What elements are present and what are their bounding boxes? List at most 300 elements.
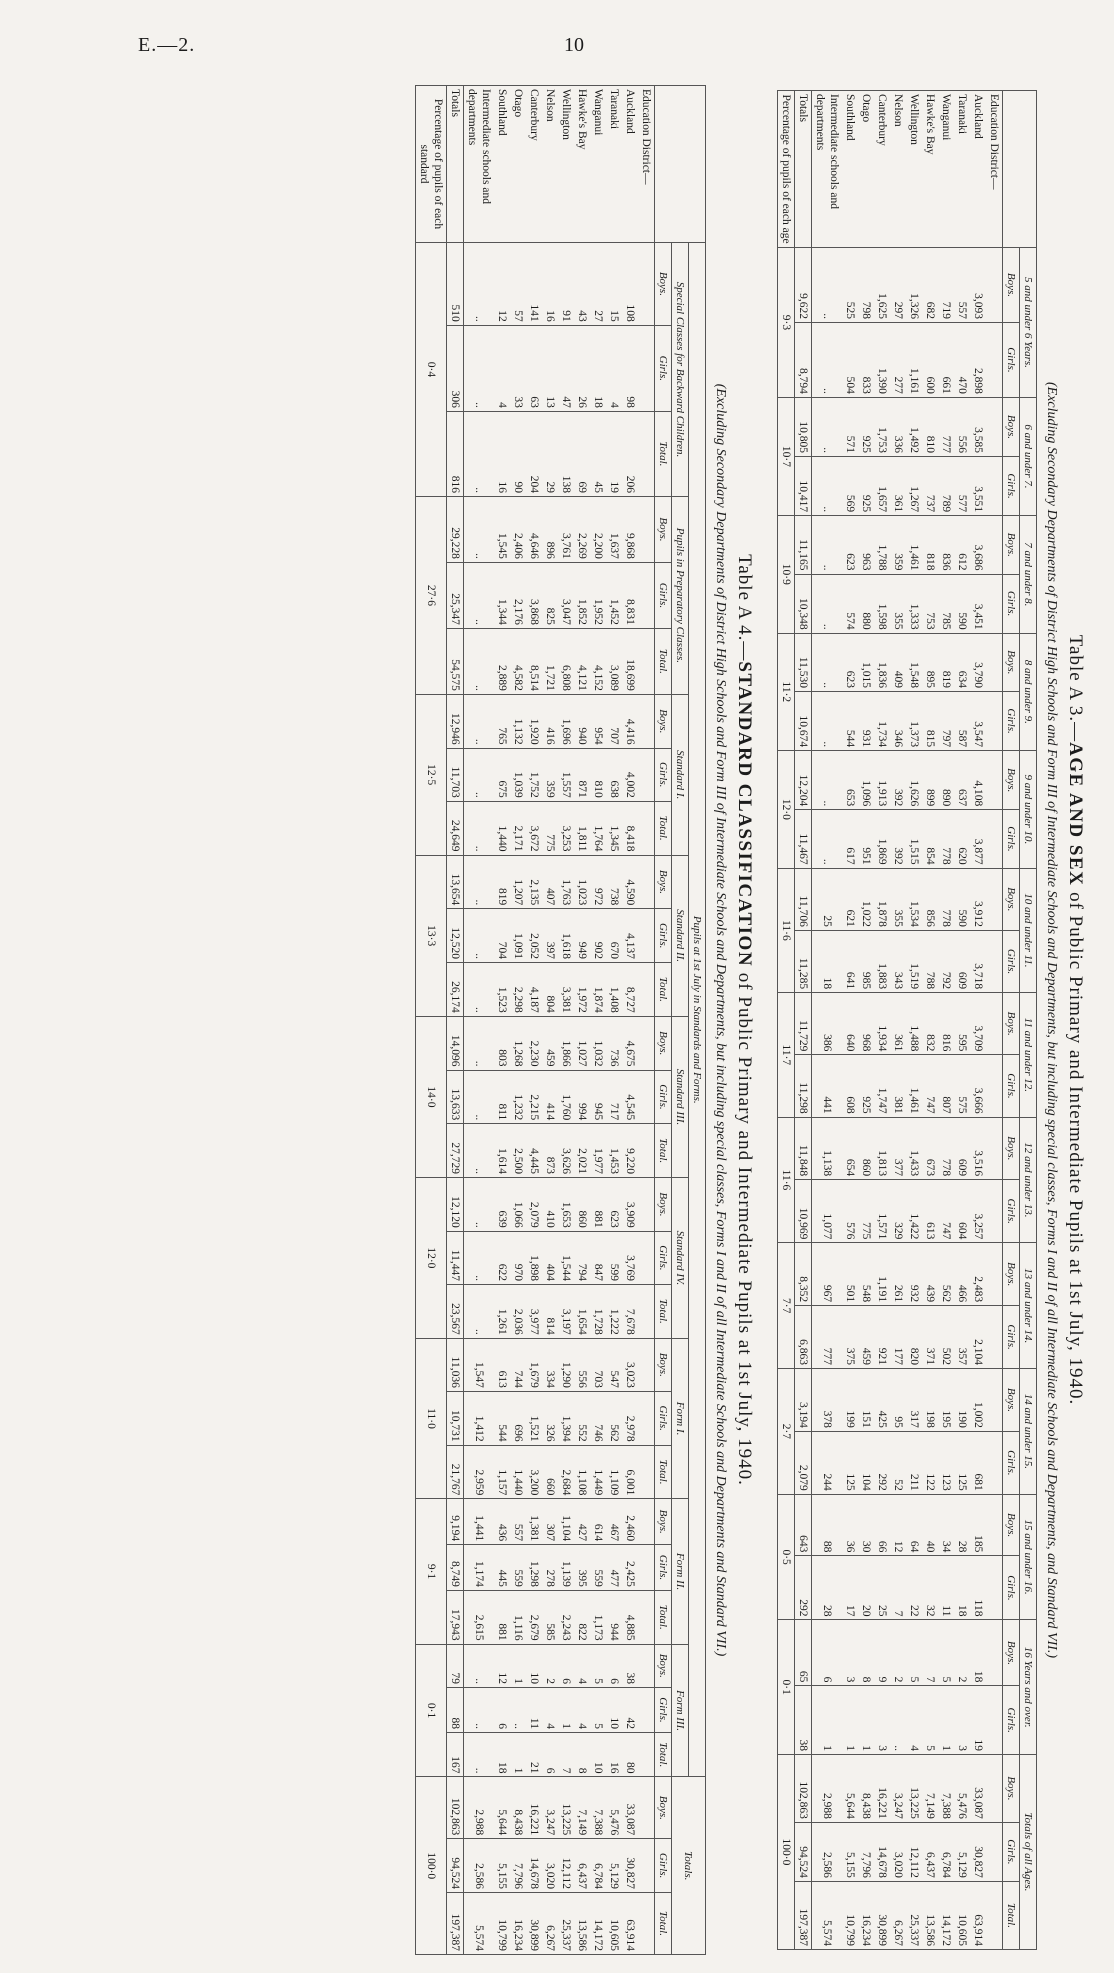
data-cell: 925 [858, 1055, 874, 1117]
data-cell: 945 [590, 1070, 606, 1124]
data-cell: 3,200 [526, 1445, 542, 1499]
data-cell: 1,571 [874, 1180, 890, 1243]
data-cell: 777 [938, 397, 954, 456]
percentage-cell: 11·0 [416, 1338, 447, 1499]
header-sub-cell: Total. [655, 1892, 672, 1954]
data-cell: 141 [526, 243, 542, 326]
data-cell: 803 [494, 1016, 510, 1070]
data-cell: 620 [954, 810, 970, 868]
percentage-label: Percentage of pupils of each standard [416, 86, 447, 243]
data-cell: 104 [858, 1431, 874, 1494]
data-cell: 1,032 [590, 1016, 606, 1070]
data-cell: 880 [858, 574, 874, 633]
header-group-cell: 16 Years and over. [1020, 1620, 1037, 1754]
data-cell: 29 [542, 411, 558, 496]
data-cell: 1,015 [858, 633, 874, 691]
data-cell: 2,615 [464, 1590, 495, 1644]
totals-cell: 11,706 [795, 868, 812, 930]
data-cell: 5,644 [494, 1777, 510, 1839]
data-cell: 576 [842, 1180, 858, 1243]
data-cell: 1,721 [542, 628, 558, 694]
table-row [542, 86, 558, 1955]
totals-cell: 102,863 [795, 1754, 812, 1822]
header-sub-cell: Boys. [1003, 397, 1020, 456]
row-label: Southland [842, 91, 858, 248]
data-cell: 609 [954, 1117, 970, 1180]
table-a3-title-rest: of Public Primary and Intermediate Pupils at 1st July, 1940. [1065, 886, 1086, 1406]
data-cell: 16,221 [874, 1754, 890, 1822]
data-cell: 6 [542, 1732, 558, 1777]
data-cell: 7 [890, 1556, 906, 1620]
table-row [590, 86, 606, 1955]
data-cell: 747 [922, 1055, 938, 1117]
data-cell: 613 [494, 1338, 510, 1391]
header-sub-cell: Girls. [655, 748, 672, 801]
data-cell: 12 [494, 1644, 510, 1687]
data-cell: .. [510, 1687, 526, 1732]
data-cell: 963 [858, 516, 874, 574]
data-cell: .. [464, 1284, 495, 1338]
data-cell: 3,868 [526, 562, 542, 628]
data-cell: 445 [494, 1545, 510, 1591]
header-sub-cell: Boys. [1003, 1243, 1020, 1306]
data-cell: 16 [494, 411, 510, 496]
data-cell: 38 [622, 1644, 638, 1687]
totals-cell: 3,194 [795, 1369, 812, 1432]
percentage-cell: 10·9 [778, 516, 795, 634]
data-cell: 814 [542, 1284, 558, 1338]
data-cell: 2,200 [590, 496, 606, 562]
data-cell: 1,039 [510, 748, 526, 801]
header-sub-cell: Girls. [655, 1687, 672, 1732]
header-sub-cell: Boys. [1003, 1494, 1020, 1556]
totals-cell: 816 [447, 411, 464, 496]
header-sub-cell: Boys. [655, 1499, 672, 1545]
data-cell: 123 [938, 1431, 954, 1494]
header-sub-cell: Girls. [655, 909, 672, 963]
data-cell: .. [464, 748, 495, 801]
data-cell: 604 [954, 1180, 970, 1243]
data-cell: 334 [542, 1338, 558, 1391]
data-cell: .. [464, 963, 495, 1017]
data-cell: 1,866 [558, 1016, 574, 1070]
empty-cell [986, 1686, 1003, 1755]
header-sub-cell: Girls. [655, 1839, 672, 1893]
data-cell: .. [812, 456, 843, 515]
data-cell: 1,920 [526, 694, 542, 748]
data-cell: 3,020 [542, 1839, 558, 1893]
data-cell: 277 [890, 322, 906, 397]
data-cell: 3,769 [622, 1231, 638, 1284]
data-cell: 30,827 [970, 1822, 986, 1881]
data-cell: 409 [890, 633, 906, 691]
data-cell: .. [812, 516, 843, 574]
header-sub-cell: Girls. [655, 325, 672, 411]
row-label: Canterbury [526, 86, 542, 243]
percentage-cell: 100·0 [778, 1754, 795, 1949]
data-cell: 1,811 [574, 801, 590, 855]
empty-cell [638, 1732, 655, 1777]
header-group-cell: Totals. [672, 1777, 706, 1955]
data-cell: 14,678 [526, 1839, 542, 1893]
totals-cell: 8,352 [795, 1243, 812, 1306]
data-cell: 5,129 [954, 1822, 970, 1881]
data-cell: 1,453 [606, 1124, 622, 1178]
data-cell: 585 [542, 1590, 558, 1644]
data-cell: 970 [510, 1231, 526, 1284]
table-row [574, 86, 590, 1955]
header-sub-cell: Girls. [1003, 456, 1020, 515]
data-cell: 3,709 [970, 993, 986, 1055]
data-cell: 4 [574, 1687, 590, 1732]
empty-cell [638, 1590, 655, 1644]
empty-cell [638, 1284, 655, 1338]
percentage-cell: 100·0 [416, 1777, 447, 1955]
data-cell: 6,267 [542, 1892, 558, 1954]
data-cell: 3,626 [558, 1124, 574, 1178]
data-cell: 177 [890, 1306, 906, 1369]
header-sub-cell: Boys. [1003, 751, 1020, 810]
data-cell: 1,492 [906, 397, 922, 456]
data-cell: 548 [858, 1243, 874, 1306]
data-cell: 985 [858, 930, 874, 992]
header-sub-cell: Girls. [1003, 322, 1020, 397]
data-cell: 820 [906, 1306, 922, 1369]
data-cell: 590 [954, 868, 970, 930]
percentage-cell: 13·3 [416, 855, 447, 1016]
data-cell: 552 [574, 1391, 590, 1445]
data-cell: 199 [842, 1369, 858, 1432]
percentage-cell: 0·1 [778, 1620, 795, 1754]
empty-cell [986, 1556, 1003, 1620]
percentage-cell: 12·0 [416, 1178, 447, 1339]
empty-cell [986, 1431, 1003, 1494]
data-cell: 1,753 [874, 397, 890, 456]
data-cell: 559 [590, 1545, 606, 1591]
data-cell: 1,534 [906, 868, 922, 930]
data-cell: 747 [938, 1180, 954, 1243]
data-cell: 436 [494, 1499, 510, 1545]
data-cell: 670 [606, 909, 622, 963]
totals-cell: 14,096 [447, 1016, 464, 1070]
data-cell: 1 [812, 1686, 843, 1755]
data-cell: 392 [890, 810, 906, 868]
data-cell: 1,547 [464, 1338, 495, 1391]
empty-cell [986, 1180, 1003, 1243]
empty-cell [638, 748, 655, 801]
data-cell: 8,438 [510, 1777, 526, 1839]
data-cell: 244 [812, 1431, 843, 1494]
data-cell: 896 [542, 496, 558, 562]
row-label: Nelson [890, 91, 906, 248]
data-cell: 3,686 [970, 516, 986, 574]
data-cell: 574 [842, 574, 858, 633]
data-cell: 778 [938, 810, 954, 868]
data-cell: 18 [590, 325, 606, 411]
data-cell: 33,087 [622, 1777, 638, 1839]
data-cell: 738 [606, 855, 622, 909]
data-cell: 4,675 [622, 1016, 638, 1070]
data-cell: 1,207 [510, 855, 526, 909]
data-cell: 641 [842, 930, 858, 992]
data-cell: 1,461 [906, 1055, 922, 1117]
data-cell: 198 [922, 1369, 938, 1432]
data-cell: 3,718 [970, 930, 986, 992]
header-sub-cell: Boys. [655, 1777, 672, 1839]
data-cell: 8,727 [622, 963, 638, 1017]
totals-cell: 11,848 [795, 1117, 812, 1180]
data-cell: 12 [890, 1494, 906, 1556]
data-cell: 1,116 [510, 1590, 526, 1644]
data-cell: 931 [858, 692, 874, 751]
data-cell: 36 [842, 1494, 858, 1556]
totals-cell: 88 [447, 1687, 464, 1732]
totals-cell: 10,348 [795, 574, 812, 633]
percentage-cell: 11·7 [778, 993, 795, 1117]
data-cell: 18 [812, 930, 843, 992]
empty-cell [638, 1445, 655, 1499]
data-cell: 25 [874, 1556, 890, 1620]
data-cell: 4 [494, 325, 510, 411]
data-cell: 16 [606, 1732, 622, 1777]
data-cell: 2,298 [510, 963, 526, 1017]
data-cell: 949 [574, 909, 590, 963]
data-cell: 5,574 [812, 1881, 843, 1949]
data-cell: 3 [954, 1686, 970, 1755]
percentage-cell: 12·5 [416, 694, 447, 855]
data-cell: 1,139 [558, 1545, 574, 1591]
data-cell: 778 [938, 868, 954, 930]
data-cell: 3,551 [970, 456, 986, 515]
data-cell: 637 [954, 751, 970, 810]
data-cell: 4,002 [622, 748, 638, 801]
data-cell: 792 [938, 930, 954, 992]
empty-cell [986, 1369, 1003, 1432]
data-cell: 3 [842, 1620, 858, 1686]
empty-cell [638, 1391, 655, 1445]
data-cell: 778 [938, 1117, 954, 1180]
data-cell: 737 [922, 456, 938, 515]
data-cell: 2,898 [970, 322, 986, 397]
header-sub-cell: Boys. [1003, 1754, 1020, 1822]
totals-label: Totals [447, 86, 464, 243]
data-cell: 1,618 [558, 909, 574, 963]
data-cell: 661 [938, 322, 954, 397]
empty-cell [638, 1124, 655, 1178]
data-cell: 12,112 [906, 1822, 922, 1881]
data-cell: 3,093 [970, 248, 986, 323]
header-sub-cell: Total. [655, 963, 672, 1017]
header-group-cell: 14 and under 15. [1020, 1369, 1037, 1495]
percentage-cell: 10·7 [778, 397, 795, 515]
data-cell: 921 [874, 1306, 890, 1369]
data-cell: 673 [922, 1117, 938, 1180]
data-cell: 317 [906, 1369, 922, 1432]
data-cell: 1,191 [874, 1243, 890, 1306]
data-cell: 2,425 [622, 1545, 638, 1591]
header-sub-cell: Total. [655, 1284, 672, 1338]
data-cell: 612 [954, 516, 970, 574]
data-cell: 819 [494, 855, 510, 909]
table-row [812, 91, 843, 1950]
table-row [874, 91, 890, 1950]
totals-cell: 54,575 [447, 628, 464, 694]
data-cell: 28 [812, 1556, 843, 1620]
percentage-cell: 27·6 [416, 496, 447, 694]
data-cell: 559 [510, 1545, 526, 1591]
data-cell: 746 [590, 1391, 606, 1445]
table-a4-section [415, 80, 755, 1960]
totals-cell: 12,204 [795, 751, 812, 810]
header-sub-cell: Boys. [1003, 1369, 1020, 1432]
empty-cell [986, 633, 1003, 691]
data-cell: 2,684 [558, 1445, 574, 1499]
data-cell: 794 [574, 1231, 590, 1284]
data-cell: 1,138 [812, 1117, 843, 1180]
data-cell: 3,666 [970, 1055, 986, 1117]
data-cell: 459 [542, 1016, 558, 1070]
data-cell: 557 [954, 248, 970, 323]
data-cell: 590 [954, 574, 970, 633]
table-a4-title-bold: STANDARD CLASSIFICATION [734, 661, 755, 968]
header-group-cell: Standard IV. [672, 1178, 689, 1339]
totals-cell: 9,622 [795, 248, 812, 323]
data-cell: 860 [858, 1117, 874, 1180]
data-cell: 9 [874, 1620, 890, 1686]
data-cell: 639 [494, 1178, 510, 1232]
data-cell: 5,644 [842, 1754, 858, 1822]
data-cell: 329 [890, 1180, 906, 1243]
data-cell: 4,646 [526, 496, 542, 562]
data-cell: 1,883 [874, 930, 890, 992]
data-cell: 7,149 [922, 1754, 938, 1822]
data-cell: 810 [922, 397, 938, 456]
table-row [558, 86, 574, 1955]
data-cell: 3 [874, 1686, 890, 1755]
empty-cell [638, 1070, 655, 1124]
header-group-cell: Standard I. [672, 694, 689, 855]
data-cell: 2,679 [526, 1590, 542, 1644]
empty-cell [986, 397, 1003, 456]
data-cell: 777 [812, 1306, 843, 1369]
empty-cell [986, 322, 1003, 397]
header-sub-cell: Girls. [655, 1545, 672, 1591]
empty-cell [638, 411, 655, 496]
totals-cell: 11,298 [795, 1055, 812, 1117]
data-cell: .. [464, 1231, 495, 1284]
data-cell: 392 [890, 751, 906, 810]
header-blank-cell [655, 86, 706, 243]
data-cell: 7 [922, 1620, 938, 1686]
data-cell: 10,605 [606, 1892, 622, 1954]
header-group-cell: Form I. [672, 1338, 689, 1499]
header-sub-cell: Boys. [1003, 868, 1020, 930]
data-cell: 1,488 [906, 993, 922, 1055]
totals-cell: 643 [795, 1494, 812, 1556]
data-cell: 1,934 [874, 993, 890, 1055]
data-cell: 13,586 [574, 1892, 590, 1954]
data-cell: 6,437 [574, 1839, 590, 1893]
totals-cell: 11,530 [795, 633, 812, 691]
data-cell: .. [464, 628, 495, 694]
header-blank-cell [1003, 91, 1037, 248]
data-cell: 1,598 [874, 574, 890, 633]
data-cell: 7,149 [574, 1777, 590, 1839]
data-cell: 1,298 [526, 1545, 542, 1591]
data-cell: 2,586 [812, 1822, 843, 1881]
data-cell: 1,734 [874, 692, 890, 751]
data-cell: 1,441 [464, 1499, 495, 1545]
table-a3-title-prefix: Table A 3.— [1065, 634, 1086, 743]
data-cell: 902 [590, 909, 606, 963]
empty-cell [986, 993, 1003, 1055]
data-cell: .. [812, 692, 843, 751]
empty-cell [986, 1055, 1003, 1117]
data-cell: 18 [494, 1732, 510, 1777]
data-cell: 185 [970, 1494, 986, 1556]
data-cell: 617 [842, 810, 858, 868]
data-cell: 3,761 [558, 496, 574, 562]
totals-cell: 2,079 [795, 1431, 812, 1494]
data-cell: 600 [922, 322, 938, 397]
data-cell: 63 [526, 325, 542, 411]
data-cell: 1,521 [526, 1391, 542, 1445]
data-cell: 7,796 [510, 1839, 526, 1893]
data-cell: 899 [922, 751, 938, 810]
totals-cell: 12,520 [447, 909, 464, 963]
data-cell: 371 [922, 1306, 938, 1369]
data-cell: 599 [606, 1231, 622, 1284]
data-cell: 2,500 [510, 1124, 526, 1178]
totals-cell: 9,194 [447, 1499, 464, 1545]
data-cell: 2,460 [622, 1499, 638, 1545]
data-cell: 1,381 [526, 1499, 542, 1545]
header-sub-cell: Total. [655, 628, 672, 694]
data-cell: 361 [890, 456, 906, 515]
data-cell: 3,547 [970, 692, 986, 751]
data-cell: 881 [494, 1590, 510, 1644]
percentage-cell: 11·6 [778, 1117, 795, 1243]
percentage-cell: 0·1 [416, 1644, 447, 1777]
row-label: Intermediate schools and departments [812, 91, 843, 248]
percentage-cell: 9·1 [416, 1499, 447, 1644]
header-sub-cell: Total. [1003, 1881, 1020, 1949]
header-sub-cell: Total. [655, 1124, 672, 1178]
header-group-cell: 8 and under 9. [1020, 633, 1037, 751]
data-cell: 10 [590, 1732, 606, 1777]
data-cell: 6,784 [590, 1839, 606, 1893]
totals-cell: 21,767 [447, 1445, 464, 1499]
data-cell: 190 [954, 1369, 970, 1432]
data-cell: 25,337 [906, 1881, 922, 1949]
header-sub-cell: Girls. [1003, 692, 1020, 751]
data-cell: 2,406 [510, 496, 526, 562]
data-cell: 477 [606, 1545, 622, 1591]
row-label: Education District— [986, 91, 1003, 248]
data-cell: 562 [606, 1391, 622, 1445]
data-cell: 381 [890, 1055, 906, 1117]
empty-cell [986, 574, 1003, 633]
data-cell: 26 [574, 325, 590, 411]
data-cell: 261 [890, 1243, 906, 1306]
table-row [526, 86, 542, 1955]
data-cell: 1,637 [606, 496, 622, 562]
data-cell: 3,247 [890, 1754, 906, 1822]
data-cell: 292 [874, 1431, 890, 1494]
data-cell: 3,451 [970, 574, 986, 633]
data-cell: 355 [890, 574, 906, 633]
data-cell: 15 [606, 243, 622, 326]
